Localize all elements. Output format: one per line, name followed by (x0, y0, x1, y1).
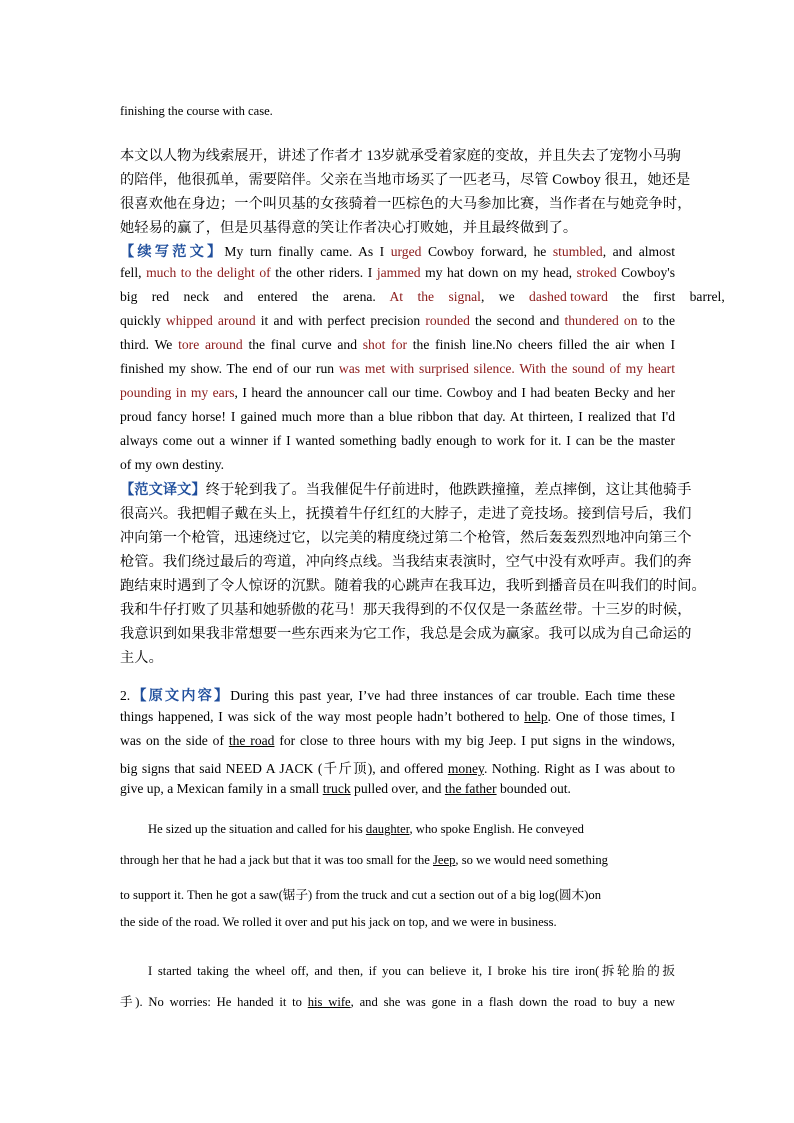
model-line (120, 433, 675, 449)
text-run: the final curve and (242, 337, 363, 352)
translation-line (120, 479, 692, 499)
model-line (120, 313, 675, 329)
text-run: During this past year, I’ve had three instances of car trouble. Each time these (230, 688, 675, 703)
model-line (120, 457, 675, 473)
text-run: the side of the road. We rolled it over and put his jack on top, and we were in business. (120, 915, 557, 929)
paragraph-line (120, 915, 675, 930)
highlight-phrase: stroked (576, 265, 617, 280)
summary-line (120, 169, 691, 189)
text-line (120, 104, 675, 119)
summary-line (120, 217, 675, 237)
text-run: my hat down on my head, (420, 265, 577, 280)
model-line (120, 265, 675, 281)
text-run: 本文以人物为线索展开，讲述了作者才 13岁就承受着家庭的变故，并且失去了宠物小马驹 (120, 148, 681, 164)
highlight-phrase: was met with surprised silence. With the sound of my heart (338, 361, 675, 376)
text-run: , so we would need something (455, 853, 608, 867)
text-run: proud fancy horse! I gained much more than a blue ribbon that day. At thirteen, I realized that I'd (120, 409, 675, 424)
text-run: finishing the course with case. (120, 104, 273, 118)
text-run: finished my show. The end of our run (120, 361, 339, 376)
text-run: it and with perfect precision (255, 313, 426, 328)
text-run: 我和牛仔打败了贝基和她骄傲的花马！那天我得到的不仅仅是一条蓝丝带。十三岁的时候， (120, 602, 692, 618)
text-run: to support it. Then he got a saw(锯子) from the truck and cut a section out of a big log(圆木)on (120, 888, 602, 902)
text-run: 她轻易的赢了，但是贝基得意的笑让作者决心打败她，并且最终做到了。 (120, 220, 578, 236)
text-run: give up, a Mexican family in a small (120, 781, 323, 796)
text-run: bounded out. (496, 781, 571, 796)
paragraph-line (148, 960, 675, 979)
text-run: to the (637, 313, 675, 328)
text-run: 很喜欢他在身边；一个叫贝基的女孩骑着一匹棕色的大马参加比赛，当作者在与她竞争时， (120, 196, 692, 212)
text-run: , I heard the announcer call our time. Cowboy and I had beaten Becky and her (234, 385, 675, 400)
text-run: Cowboy forward, he (421, 244, 553, 259)
underlined-word: truck (322, 781, 351, 796)
text-run: for close to three hours with my big Jeep. I put signs in the windows, (274, 733, 675, 748)
text-run: the other riders. I (270, 265, 377, 280)
original-line (120, 685, 675, 705)
summary-line (120, 145, 681, 165)
section-label: 【续写范文】 (120, 244, 225, 260)
underlined-word: Jeep (433, 853, 456, 867)
text-run: Cowboy's (616, 265, 675, 280)
translation-line (120, 503, 692, 523)
paragraph-line (120, 853, 675, 868)
translation-line (120, 527, 692, 547)
text-run: , and almost (602, 244, 675, 259)
text-run: the second and (469, 313, 565, 328)
text-run: My turn finally came. As I (224, 244, 391, 259)
model-line (120, 361, 675, 377)
model-line (120, 409, 675, 425)
text-run: third. We (120, 337, 179, 352)
text-run: 终于轮到我了。当我催促牛仔前进时，他跌跌撞撞，差点摔倒，这让其他骑手 (205, 482, 692, 498)
underlined-word: money (447, 761, 484, 776)
translation-line (120, 623, 692, 643)
original-line (120, 709, 675, 725)
model-line (120, 385, 675, 401)
highlight-phrase: jammed (376, 265, 421, 280)
text-run: , who spoke English. He conveyed (409, 822, 584, 836)
text-run: pulled over, and (350, 781, 445, 796)
highlight-phrase: At the signal (389, 289, 481, 304)
original-line (120, 733, 675, 749)
text-run: big signs that said NEED A JACK (千斤顶), and offered (120, 761, 448, 776)
model-line (120, 241, 675, 261)
text-run: , we (480, 289, 530, 304)
highlight-phrase: shot for (362, 337, 408, 352)
highlight-phrase: thundered on (564, 313, 638, 328)
text-run: the finish line.No cheers filled the air when I (407, 337, 675, 352)
text-run: fell, (120, 265, 147, 280)
text-run: I started taking the wheel off, and then, if you can believe it, I broke his tire iron(拆轮胎的扳 (148, 964, 675, 978)
translation-line (120, 575, 706, 595)
highlight-phrase: pounding in my ears (120, 385, 235, 400)
text-run: of my own destiny. (120, 457, 225, 472)
underlined-word: daughter (365, 822, 410, 836)
translation-line (120, 647, 675, 667)
text-run: 手). No worries: He handed it to (120, 995, 308, 1009)
text-run: 枪管。我们绕过最后的弯道，冲向终点线。当我结束表演时，空气中没有欢呼声。我们的奔 (120, 554, 692, 570)
text-run: was on the side of (120, 733, 229, 748)
underlined-word: the father (444, 781, 497, 796)
text-run: through her that he had a jack but that it was too small for the (120, 853, 434, 867)
section-label: 【范文译文】 (120, 482, 206, 498)
text-run: 跑结束时遇到了令人惊讶的沉默。随着我的心跳声在我耳边，我听到播音员在叫我们的时间。 (120, 578, 706, 594)
highlight-phrase: rounded (425, 313, 470, 328)
highlight-phrase: tore around (178, 337, 243, 352)
text-run: 的陪伴，他很孤单，需要陪伴。父亲在当地市场买了一匹老马，尽管 Cowboy 很丑，她还是 (120, 172, 691, 188)
text-run: always come out a winner if I wanted something badly enough to work for it. I can be the master (120, 433, 675, 448)
paragraph-line (120, 991, 675, 1010)
model-line (120, 289, 725, 305)
highlight-phrase: whipped around (165, 313, 256, 328)
original-line (120, 781, 675, 797)
underlined-word: help (524, 709, 548, 724)
summary-line (120, 193, 692, 213)
text-run: quickly (120, 313, 166, 328)
translation-line (120, 599, 692, 619)
text-run: 冲向第一个枪管，迅速绕过它，以完美的精度绕过第二个枪管，然后轰轰烈烈地冲向第三个 (120, 530, 692, 546)
text-run: 我意识到如果我非常想要一些东西来为它工作，我总是会成为赢家。我可以成为自己命运的 (120, 626, 692, 642)
text-run: things happened, I was sick of the way most people hadn’t bothered to (120, 709, 525, 724)
highlight-phrase: much to the delight of (146, 265, 271, 280)
text-run: , and she was gone in a flash down the road to buy a new (350, 995, 675, 1009)
text-run: 很高兴。我把帽子戴在头上，抚摸着牛仔红红的大脖子，走进了竞技场。接到信号后，我们 (120, 506, 692, 522)
highlight-phrase: stumbled (552, 244, 603, 259)
highlight-phrase: urged (390, 244, 422, 259)
underlined-word: the road (228, 733, 275, 748)
section-number: 2. (120, 688, 131, 703)
text-run: . One of those times, I (547, 709, 676, 724)
highlight-phrase: dashed toward (529, 289, 608, 304)
text-run: 主人。 (120, 650, 163, 666)
text-run: big red neck and entered the arena. (120, 289, 390, 304)
text-run: He sized up the situation and called for his (148, 822, 366, 836)
section-label: 【原文内容】 (130, 688, 231, 704)
translation-line (120, 551, 692, 571)
text-run: . Nothing. Right as I was about to (483, 761, 675, 776)
paragraph-line (120, 884, 675, 903)
paragraph-line (148, 822, 675, 837)
text-run: the first barrel, (607, 289, 725, 304)
underlined-word: his wife (307, 995, 351, 1009)
original-line (120, 757, 675, 777)
model-line (120, 337, 675, 353)
